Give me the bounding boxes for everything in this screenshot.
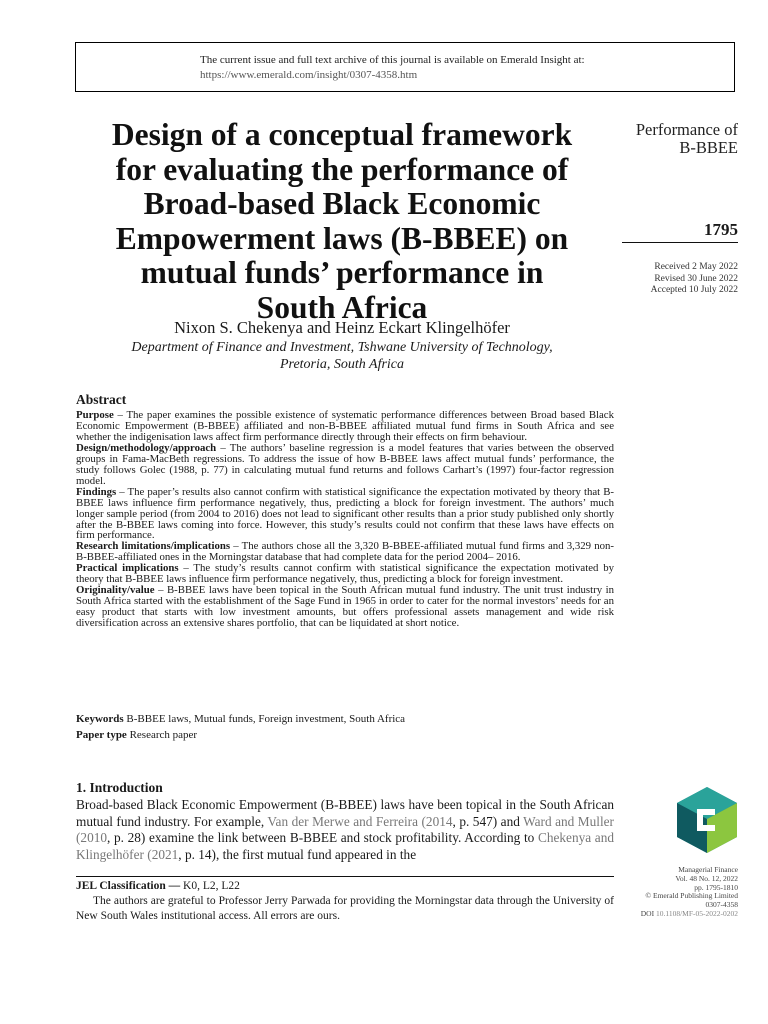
abstract-section — [76, 585, 614, 629]
title-line: Broad-based Black Economic — [143, 186, 541, 221]
publication-dates — [600, 262, 738, 297]
side-divider — [622, 242, 738, 243]
keywords-label: Keywords — [76, 713, 124, 725]
abstract-section — [76, 487, 614, 542]
keywords-text: B-BBEE laws, Mutual funds, Foreign investment, South Africa — [123, 713, 406, 725]
section-label: Practical implications — [76, 562, 179, 575]
affiliation — [76, 339, 608, 373]
section-separator: – — [178, 562, 194, 575]
title-line: Empowerment laws (B-BBEE) on — [115, 220, 569, 256]
jel-label: JEL Classification — — [76, 880, 181, 892]
journal-publisher: © Emerald Publishing Limited — [645, 891, 738, 901]
title-line: Design of a conceptual framework — [111, 117, 573, 152]
section-label: Findings — [76, 485, 117, 498]
doi-link[interactable]: 10.1108/MF-05-2022-0202 — [655, 908, 738, 918]
accepted-date: Accepted 10 July 2022 — [650, 285, 738, 295]
keywords — [76, 712, 614, 728]
section-separator: – — [154, 584, 167, 597]
page-number: 1795 — [704, 220, 738, 239]
section-label: Design/methodology/approach — [76, 441, 217, 454]
section-label: Purpose — [76, 409, 114, 421]
running-title — [600, 121, 738, 157]
section-text: B-BBEE laws have been topical in the South African mutual fund industry. The unit trust industry in South Africa started with the establishment of the Sage Fund in 1965 in order to cater for the normal investors’ needs for an easy product that starts with low investment amounts, but offers professional assets management and wide risk diversification across an extensive shares portfolio, that can be liquidated at short notice. — [76, 584, 615, 630]
section-label: Originality/value — [76, 584, 155, 597]
section-heading-introduction: 1. Introduction — [76, 780, 163, 795]
jel-codes: K0, L2, L22 — [180, 880, 240, 892]
title-line: South Africa — [256, 289, 428, 325]
running-title-line: Performance of — [635, 120, 738, 139]
section-text: The authors’ baseline regression is a model features that varies between the observed groups in Fama-MacBeth regressions. To address the issue of how B-BBEE laws affect mutual funds’ performance, the study follows Golec (1988, p. 77) in calculating mutual fund returns and follows Carhart’s (1997) four-factor regression model. — [76, 441, 614, 487]
journal-doi — [600, 910, 738, 919]
intro-text: , p. 14), the first mutual fund appeared in the — [178, 846, 417, 862]
section-text: The study’s results cannot confirm with statistical significance the expectation motivated by theory that B-BBEE laws influence firm performance negatively, thus, predicting a block for foreign investment. — [76, 562, 615, 586]
abstract-section — [76, 563, 614, 585]
journal-info — [600, 866, 738, 919]
citation-link[interactable]: Chekenya and Klingelhöfer (2021 — [76, 830, 614, 862]
jel-classification — [76, 880, 240, 892]
section-label: Research limitations/implications — [76, 540, 231, 553]
section-text: The paper’s results also cannot confirm with statistical significance the expectation motivated by theory that B-BBEE laws influence firm performance negatively, thus, predicting a block for foreign investment. The authors’ much longer sample period (from 2004 to 2016) does not lead to significant other results than a prior study published only shortly after the B-BBEE laws coming into force. However, this study’s results could not confirm that these laws have effects on firm performance. — [76, 485, 614, 542]
abstract-body — [76, 410, 614, 629]
intro-text: , p. 547) and — [452, 813, 524, 829]
abstract-section — [76, 410, 614, 443]
introduction-paragraph — [76, 797, 614, 863]
intro-text: , p. 28) examine the link between B-BBEE and stock profitability. According to — [107, 830, 538, 845]
running-title-line: B-BBEE — [679, 138, 738, 157]
doi-label: DOI — [640, 908, 656, 918]
revised-date: Revised 30 June 2022 — [654, 273, 738, 284]
citation-link[interactable]: Ward and Muller (2010 — [76, 813, 614, 845]
author-list: Nixon S. Chekenya and Heinz Eckart Klingelhöfer — [174, 318, 510, 337]
archive-url-link[interactable]: https://www.emerald.com/insight/0307-4358.htm — [200, 69, 418, 81]
crossmark-logo-icon[interactable] — [675, 785, 739, 855]
journal-archive-notice — [75, 42, 735, 92]
journal-name: Managerial Finance — [678, 865, 738, 874]
section-separator: – — [113, 409, 127, 421]
title-line: for evaluating the performance of — [115, 151, 569, 187]
paper-type-text: Research paper — [126, 728, 198, 741]
paper-title — [76, 118, 608, 325]
journal-issn: 0307-4358 — [705, 900, 738, 910]
journal-pages: pp. 1795-1810 — [694, 882, 738, 892]
keywords-block — [76, 712, 614, 743]
abstract-section — [76, 541, 614, 563]
archive-notice-text: The current issue and full text archive of this journal is available on Emerald Insight at: — [200, 54, 585, 66]
paper-type-label: Paper type — [76, 728, 127, 741]
affiliation-line: Pretoria, South Africa — [279, 357, 405, 372]
footnote-divider — [76, 876, 614, 877]
abstract-heading: Abstract — [76, 392, 127, 407]
journal-volume: Vol. 48 No. 12, 2022 — [675, 873, 738, 883]
affiliation-line: Department of Finance and Investment, Tshwane University of Technology, — [131, 340, 553, 355]
section-text: The paper examines the possible existence of systematic performance differences between Broad based Black Economic Empowerment (B-BBEE) affiliated and non-B-BBEE affiliated mutual fund firms in South Africa and see whether the indigenisation laws affect firm performance directly through their effects on firm behaviour. — [76, 409, 614, 443]
section-separator: – — [230, 540, 242, 553]
received-date: Received 2 May 2022 — [654, 262, 738, 272]
abstract-section — [76, 443, 614, 487]
section-text: The authors chose all the 3,320 B-BBEE-affiliated mutual fund firms and 3,329 non-B-BBEE-affiliated ones in the Morningstar database that had complete data for the period 2004– 2016. — [76, 540, 614, 564]
title-line: mutual funds’ performance in — [140, 255, 544, 290]
section-separator: – — [116, 485, 128, 498]
acknowledgement: The authors are grateful to Professor Jerry Parwada for providing the Morningstar data through the University of New South Wales institutional access. All errors are ours. — [76, 895, 614, 922]
paper-type — [76, 728, 614, 744]
section-separator: – — [216, 441, 230, 454]
intro-text: Broad-based Black Economic Empowerment (B-BBEE) laws have been topical in the South African mutual fund industry. For example, — [76, 797, 614, 829]
citation-link[interactable]: Van der Merwe and Ferreira (2014 — [267, 813, 453, 829]
